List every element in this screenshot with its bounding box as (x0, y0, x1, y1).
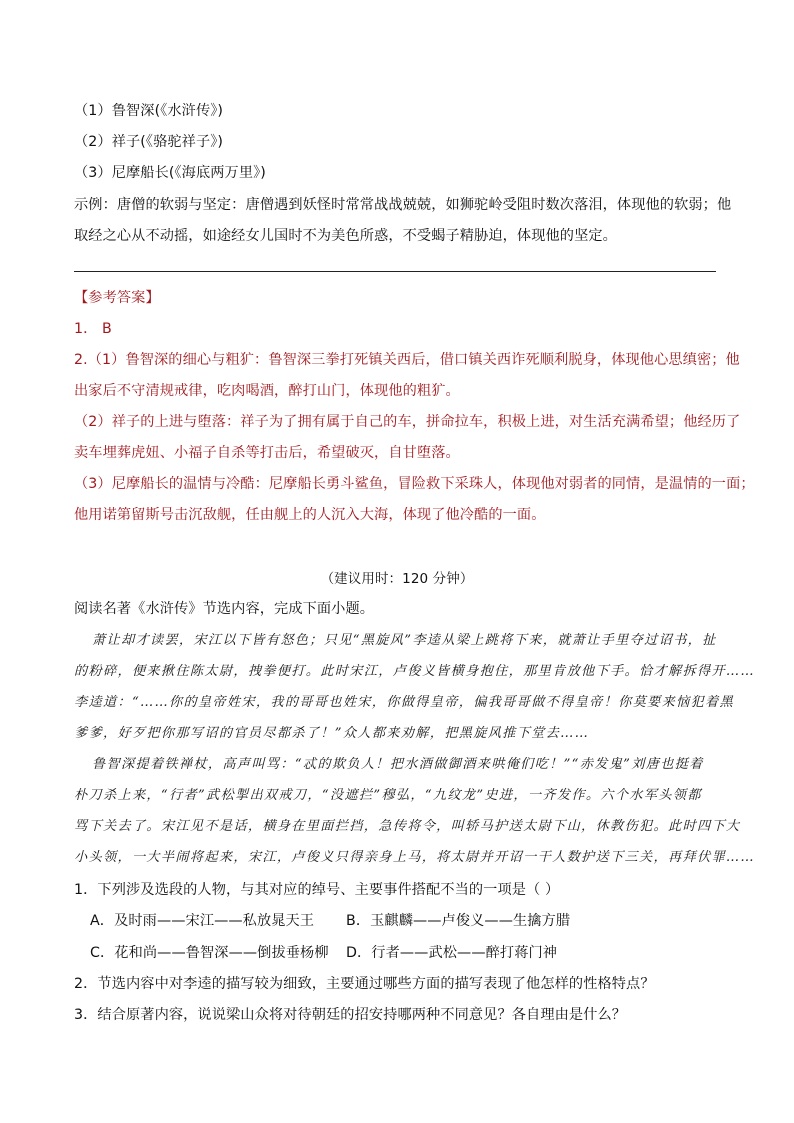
passage-line: 骂下关去了。宋江见不是话，横身在里面拦挡，急传将令，叫轿马护送太尉下山，休教伤犯。此时四下大 (74, 819, 741, 834)
reference-line: （2）祥子的上进与堕落：祥子为了拥有属于自己的车，拼命拉车，积极上进，对生活充满希望；他经历了 (74, 414, 741, 430)
passage-line: 爹爹，好歹把你那写诏的官员尽都杀了！”众人都来劝解，把黑旋风推下堂去…… (74, 726, 590, 741)
passage-line: 李逵道：“……你的皇帝姓宋，我的哥哥也姓宋，你做得皇帝，偏我哥哥做不得皇帝！你莫要来恼犯着黑 (74, 695, 734, 710)
question-2: 2．节选内容中对李逵的描写较为细致，主要通过哪些方面的描写表现了他怎样的性格特点？ (74, 976, 655, 992)
passage-line: 鲁智深提着铁禅杖，高声叫骂：“忒的欺负人！把水酒做御酒来哄俺们吃！”“赤发鬼”刘唐也挺着 (92, 757, 704, 772)
reference-line: 他用诺第留斯号击沉敌舰，任由舰上的人沉入大海，体现了他冷酷的一面。 (74, 507, 546, 523)
question-3: 3．结合原著内容，说说梁山众将对待朝廷的招安持哪两种不同意见？各自理由是什么？ (74, 1007, 627, 1023)
answer-line-2: （2）祥子(《骆驼祥子》) (74, 134, 224, 150)
reference-line: 出家后不守清规戒律，吃肉喝酒，醉打山门，体现他的粗犷。 (74, 383, 460, 399)
reference-line: 卖车埋葬虎妞、小福子自杀等打击后，希望破灭，自甘堕落。 (74, 445, 460, 461)
example-line-1: 示例：唐僧的软弱与坚定：唐僧遇到妖怪时常常战战兢兢，如狮驼岭受阻时数次落泪，体现他的软弱；他 (74, 197, 732, 213)
passage-line: 小头领，一大半闹将起来，宋江，卢俊义只得亲身上马，将太尉并开诏一干人数护送下三关，再拜伏罪…… (74, 850, 755, 865)
option-a: A．及时雨——宋江——私放晁天王 (90, 913, 315, 929)
instruction: 阅读名著《水浒传》节选内容，完成下面小题。 (74, 601, 375, 617)
section-divider (74, 271, 716, 272)
option-d: D．行者——武松——醉打蒋门神 (346, 945, 558, 961)
reference-line: 1． B (74, 321, 112, 337)
passage-line: 萧让却才读罢，宋江以下皆有怒色；只见“黑旋风”李逵从梁上跳将下来，就萧让手里夺过诏书，扯 (92, 633, 717, 648)
passage-line: 朴刀杀上来，“行者”武松掣出双戒刀，“没遮拦”穆弘，“九纹龙”史进，一齐发作。六个水军头领都 (74, 788, 702, 803)
time-note: （建议用时：120 分钟） (320, 571, 474, 587)
reference-line: （3）尼摩船长的温情与冷酷：尼摩船长勇斗鲨鱼，冒险救下采珠人，体现他对弱者的同情，是温情的一面； (74, 476, 755, 492)
option-c: C．花和尚——鲁智深——倒拔垂杨柳 (90, 945, 329, 961)
example-line-2: 取经之心从不动摇，如途经女儿国时不为美色所惑，不受蝎子精胁迫，体现他的坚定。 (74, 228, 617, 244)
option-b: B．玉麒麟——卢俊义——生擒方腊 (346, 913, 571, 929)
reference-heading: 【参考答案】 (74, 290, 160, 306)
answer-line-1: （1）鲁智深(《水浒传》) (74, 103, 224, 119)
passage-line: 的粉碎，便来揪住陈太尉，拽拳便打。此时宋江，卢俊义皆横身抱住，那里肯放他下手。恰才解拆得开…… (74, 664, 755, 679)
answer-line-3: （3）尼摩船长(《海底两万里》) (74, 165, 266, 181)
question-1: 1．下列涉及选段的人物，与其对应的绰号、主要事件搭配不当的一项是（ ） (74, 882, 560, 898)
reference-line: 2.（1）鲁智深的细心与粗犷：鲁智深三拳打死镇关西后，借口镇关西诈死顺利脱身，体现他心思缜密；他 (74, 352, 740, 368)
